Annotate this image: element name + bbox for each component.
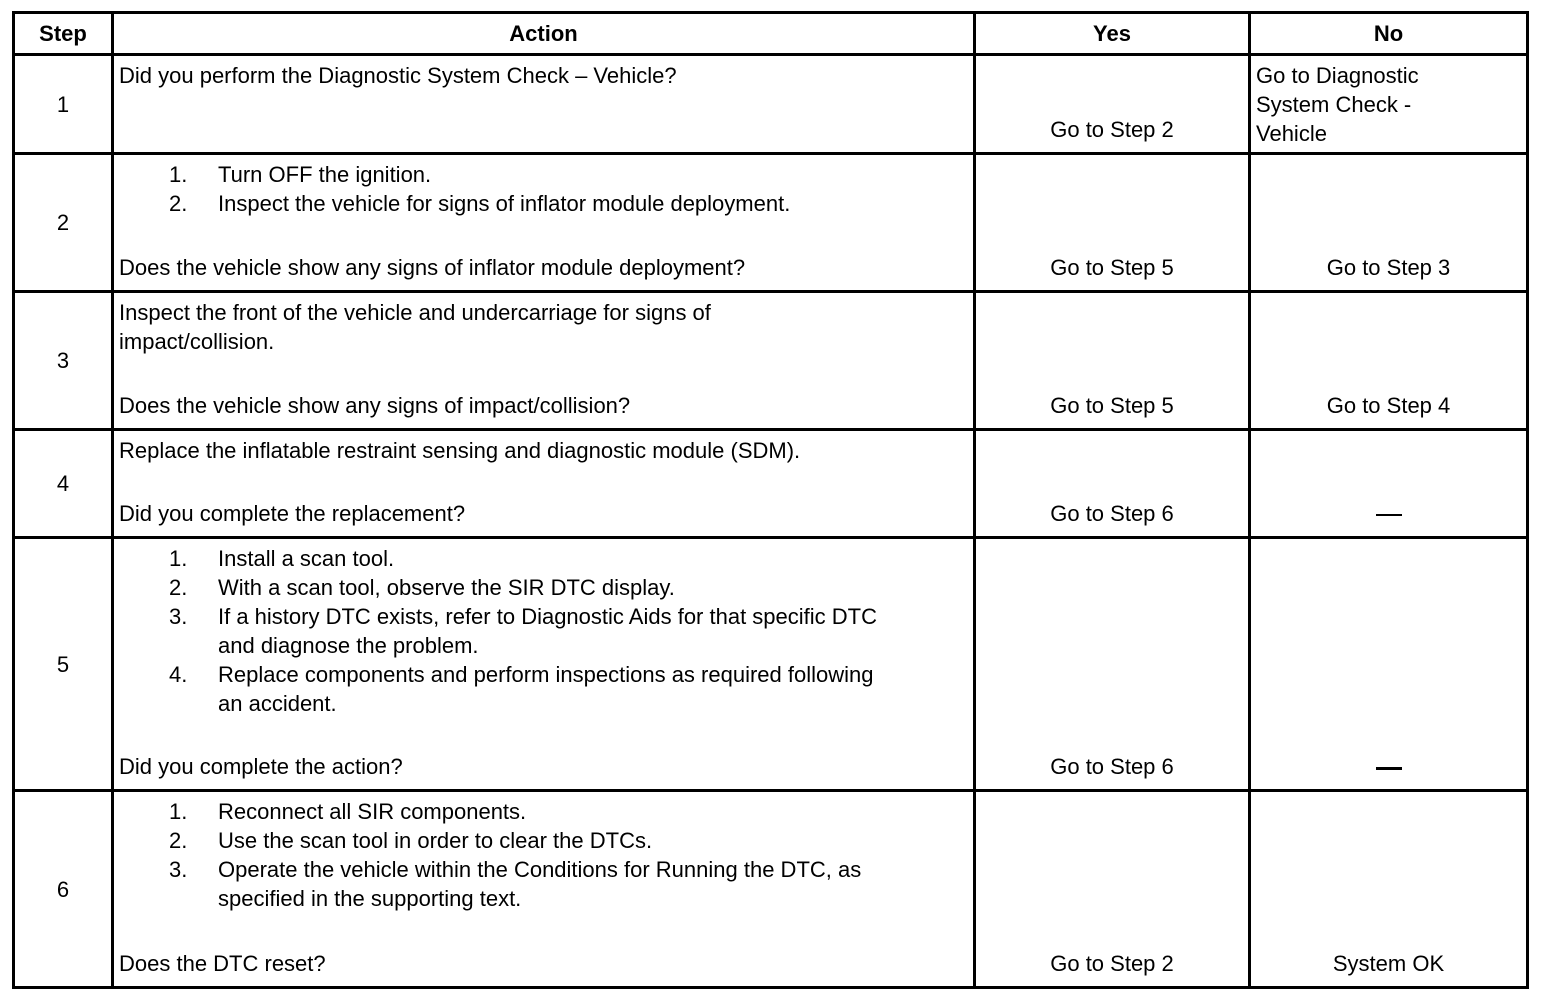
yes-cell [976,56,1248,152]
step-number: 2 [56,210,70,235]
yes-link[interactable]: Go to Step 6 [1050,754,1174,779]
no-link[interactable] [1251,56,1526,148]
action-question: Does the DTC reset? [119,951,326,976]
action-text: Did you perform the Diagnostic System Check – Vehicle? [119,63,677,88]
action-cell [114,293,973,428]
list-item [114,189,973,218]
list-text: an accident. [218,691,337,716]
action-list [114,792,973,913]
action-question: Did you complete the replacement? [119,501,466,526]
list-number: 3. [169,604,188,629]
no-cell [1251,792,1526,986]
no-dash [1251,499,1526,528]
no-link-line: Go to Diagnostic [1256,63,1419,88]
no-link[interactable]: Go to Step 3 [1326,255,1451,280]
list-number: 4. [169,662,188,687]
no-link-line: System Check - [1256,92,1412,117]
no-cell [1251,155,1526,290]
list-text: Reconnect all SIR components. [218,799,527,824]
header-action: Action [509,21,578,46]
yes-link[interactable]: Go to Step 2 [1050,117,1174,142]
yes-link[interactable]: Go to Step 5 [1050,255,1174,280]
header-yes: Yes [1093,21,1131,46]
list-item [114,826,973,855]
list-number: 1. [169,546,188,571]
action-cell [114,792,973,986]
yes-link[interactable]: Go to Step 2 [1050,951,1174,976]
no-cell [1251,431,1526,536]
action-text: impact/collision. [119,329,275,354]
list-item [114,797,973,826]
action-cell [114,431,973,536]
list-text: Operate the vehicle within the Conditions for Running the DTC, as [218,857,862,882]
action-question: Does the vehicle show any signs of inflator module deployment? [119,255,746,280]
yes-cell [976,293,1248,428]
list-item [114,544,973,573]
no-link[interactable]: System OK [1332,951,1445,976]
action-text: Replace the inflatable restraint sensing and diagnostic module (SDM). [119,438,801,463]
diagnostic-table [12,11,1529,989]
list-item [114,160,973,189]
action-cell [114,539,973,789]
yes-link[interactable]: Go to Step 6 [1050,501,1174,526]
action-cell [114,56,973,152]
no-link[interactable]: Go to Step 4 [1326,393,1451,418]
action-text: Inspect the front of the vehicle and undercarriage for signs of [119,300,711,325]
header-no: No [1373,21,1404,46]
list-text: Turn OFF the ignition. [218,162,432,187]
list-text: If a history DTC exists, refer to Diagnostic Aids for that specific DTC [218,604,877,629]
action-cell [114,155,973,290]
step-number: 6 [56,876,70,902]
step-number: 4 [56,471,70,496]
yes-cell [976,792,1248,986]
list-item [114,855,973,913]
list-number: 1. [169,799,188,824]
list-item [114,573,973,602]
yes-link[interactable]: Go to Step 5 [1050,393,1174,418]
list-number: 2. [169,575,188,600]
list-text: and diagnose the problem. [218,633,479,658]
list-text: With a scan tool, observe the SIR DTC display. [218,575,675,600]
list-item [114,602,973,660]
list-text: Inspect the vehicle for signs of inflator module deployment. [218,191,791,216]
dash-mark [1376,767,1402,770]
header-step: Step [39,21,87,46]
step-number: 5 [56,651,70,677]
action-question: Does the vehicle show any signs of impact/collision? [119,393,631,418]
no-cell [1251,56,1526,152]
yes-cell [976,155,1248,290]
no-cell [1251,539,1526,789]
action-list [114,155,973,218]
list-number: 2. [169,191,188,216]
no-link-line: Vehicle [1256,121,1327,146]
step-number: 1 [56,91,70,117]
list-item [114,660,973,718]
list-text: Install a scan tool. [218,546,395,571]
list-text: Replace components and perform inspections as required following [218,662,874,687]
dash-mark [1376,514,1402,516]
list-number: 3. [169,857,188,882]
action-question: Did you complete the action? [119,754,403,779]
step-number: 3 [56,348,70,373]
list-text: specified in the supporting text. [218,886,522,911]
no-dash [1251,752,1526,781]
list-number: 1. [169,162,188,187]
action-list [114,539,973,718]
list-text: Use the scan tool in order to clear the DTCs. [218,828,653,853]
no-cell [1251,293,1526,428]
yes-cell [976,431,1248,536]
yes-cell [976,539,1248,789]
list-number: 2. [169,828,188,853]
